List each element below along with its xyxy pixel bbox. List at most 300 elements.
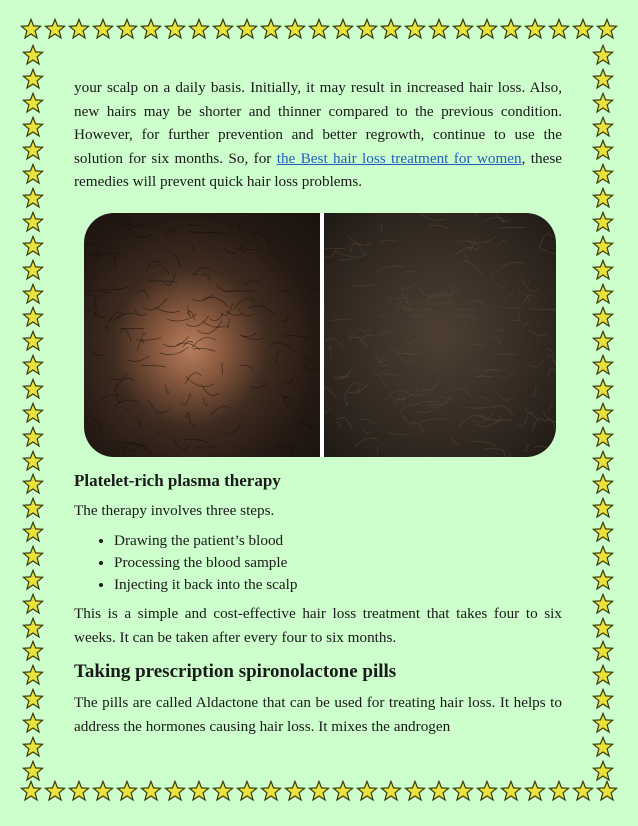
hair-strand: [453, 315, 478, 319]
hair-strand: [329, 346, 332, 358]
page-content: [74, 76, 562, 738]
star-icon: [22, 760, 44, 782]
hair-strand: [359, 419, 375, 424]
star-icon: [20, 18, 42, 40]
hair-strand: [387, 432, 410, 435]
star-icon: [356, 18, 378, 40]
star-icon: [592, 306, 614, 328]
hair-strand: [228, 213, 250, 217]
hair-strand: [352, 284, 377, 286]
hair-strand: [495, 326, 506, 330]
hair-strand: [410, 422, 424, 433]
hair-strand: [493, 405, 513, 417]
star-icon: [22, 664, 44, 686]
hair-strand: [470, 441, 495, 446]
hair-strand: [332, 319, 351, 320]
star-icon: [500, 18, 522, 40]
list-item: • Processing the blood sample: [114, 552, 562, 574]
hair-strand: [349, 337, 368, 348]
hair-strand: [324, 308, 326, 319]
star-icon: [592, 497, 614, 519]
hair-strand: [108, 312, 123, 324]
hair-strand: [451, 436, 461, 444]
hair-strand: [155, 307, 179, 312]
hair-strand: [243, 280, 261, 284]
hair-strand: [186, 315, 209, 326]
hair-strand: [185, 415, 188, 417]
hair-strand: [427, 225, 448, 229]
star-icon: [332, 780, 354, 802]
intro-text-after-link: , these remedies will prevent quick hair loss problems.: [74, 149, 562, 190]
hair-strand: [312, 400, 320, 407]
hair-strand: [84, 294, 99, 299]
star-icon: [592, 473, 614, 495]
star-icon: [356, 780, 378, 802]
hair-strand: [139, 421, 141, 428]
hair-strand: [404, 339, 416, 343]
hair-strand: [426, 309, 429, 313]
star-icon: [596, 780, 618, 802]
star-icon: [524, 780, 546, 802]
star-icon: [548, 780, 570, 802]
star-icon: [284, 18, 306, 40]
hair-strand: [85, 445, 92, 452]
star-icon: [592, 259, 614, 281]
hair-strand: [351, 243, 365, 255]
hair-strands-left: [84, 213, 320, 457]
hair-strand: [250, 233, 270, 246]
hair-strand: [250, 382, 268, 388]
star-icon: [476, 780, 498, 802]
hair-strand: [282, 314, 289, 322]
hair-strand: [407, 350, 425, 354]
star-icon: [260, 780, 282, 802]
hair-strand: [396, 307, 417, 318]
star-icon: [44, 780, 66, 802]
hair-strand: [239, 365, 253, 369]
hair-strand: [201, 384, 218, 395]
star-icon: [22, 44, 44, 66]
star-icon: [236, 780, 258, 802]
star-icon: [22, 235, 44, 257]
hair-strand: [156, 431, 162, 434]
hair-strand: [535, 445, 553, 453]
hair-strand: [387, 297, 392, 300]
hair-strand: [84, 243, 103, 248]
star-icon: [308, 18, 330, 40]
hair-strand: [160, 347, 189, 355]
hair-strand: [123, 213, 143, 226]
hair-strand: [192, 446, 215, 448]
hair-strand: [477, 396, 490, 401]
hair-strand: [113, 313, 140, 321]
star-icon: [92, 18, 114, 40]
hair-strand: [192, 425, 197, 426]
hair-strand: [466, 340, 485, 344]
hair-strand: [517, 414, 528, 426]
hair-strand: [173, 254, 180, 266]
hair-strand: [142, 298, 167, 309]
star-icon: [22, 139, 44, 161]
hair-strand: [94, 394, 123, 404]
list-item: • Drawing the patient’s blood: [114, 530, 562, 552]
hair-strand: [84, 268, 87, 273]
hair-strand: [113, 256, 116, 267]
hair-strand: [505, 294, 512, 300]
star-icon: [22, 92, 44, 114]
spironolactone-body: The pills are called Aldactone that can be used for treating hair loss. It helps to address the hormones causing hair loss. It mixes the androgen: [74, 694, 562, 735]
hair-strand: [363, 429, 372, 432]
hair-strand: [95, 313, 106, 317]
hair-strand: [192, 246, 193, 251]
hair-strand: [222, 363, 223, 374]
star-icon: [592, 736, 614, 758]
hair-strand: [467, 406, 495, 408]
hair-strand: [408, 314, 431, 322]
star-icon: [22, 473, 44, 495]
hair-strand: [494, 388, 514, 400]
star-icon: [452, 780, 474, 802]
star-icon: [140, 780, 162, 802]
hair-strand: [347, 234, 372, 244]
star-icon: [592, 378, 614, 400]
star-icon: [592, 116, 614, 138]
hair-strand: [430, 307, 431, 310]
hair-strand: [324, 407, 331, 418]
hair-strand: [355, 438, 379, 447]
star-icon: [20, 780, 42, 802]
star-icon: [592, 688, 614, 710]
hair-strand: [325, 338, 343, 347]
hair-strand: [379, 240, 396, 242]
star-icon: [592, 569, 614, 591]
star-icon: [572, 780, 594, 802]
hair-strand: [525, 407, 532, 413]
hair-strand: [366, 329, 391, 335]
hair-strand: [324, 226, 326, 227]
hair-strand: [380, 363, 390, 365]
hair-strand: [512, 320, 520, 321]
list-item: • Injecting it back into the scalp: [114, 574, 562, 596]
hair-strand: [148, 280, 178, 281]
hair-strand: [270, 342, 295, 351]
star-icon: [592, 139, 614, 161]
hair-strand: [465, 300, 489, 308]
hair-strand: [453, 309, 477, 312]
star-icon: [404, 18, 426, 40]
hair-strand: [213, 454, 221, 456]
star-icon: [116, 18, 138, 40]
hair-strand: [550, 213, 556, 215]
star-icon: [212, 780, 234, 802]
hair-strand: [206, 232, 231, 237]
star-icon: [592, 283, 614, 305]
hair-strand: [324, 249, 336, 257]
hair-strand: [402, 414, 415, 422]
hair-strand: [136, 219, 162, 225]
hair-strand: [227, 318, 229, 328]
hair-strand: [194, 267, 211, 274]
hair-strand: [372, 374, 385, 387]
star-icon: [22, 378, 44, 400]
star-icon: [592, 163, 614, 185]
hair-strand: [324, 386, 336, 398]
star-icon: [22, 521, 44, 543]
hair-strand: [376, 265, 406, 271]
prp-steps-list: [74, 530, 562, 596]
hair-strand: [271, 254, 280, 256]
hair-strand: [276, 350, 278, 362]
star-icon: [428, 780, 450, 802]
hair-strand: [127, 355, 149, 361]
star-icon: [332, 18, 354, 40]
hair-strand: [497, 262, 526, 271]
hair-strand: [548, 367, 555, 376]
hair-strands-right: [324, 213, 556, 457]
star-icon: [22, 688, 44, 710]
hair-strand: [355, 326, 372, 338]
star-icon: [22, 283, 44, 305]
border-top: [20, 18, 618, 42]
hair-strand: [540, 233, 553, 246]
star-icon: [592, 521, 614, 543]
star-icon: [592, 640, 614, 662]
star-icon: [548, 18, 570, 40]
hair-strand: [537, 215, 551, 216]
star-icon: [592, 593, 614, 615]
star-icon: [592, 426, 614, 448]
hair-strand: [165, 384, 169, 392]
hair-strand: [234, 298, 254, 309]
hair-strand: [146, 260, 161, 270]
star-icon: [284, 780, 306, 802]
hair-strand: [543, 409, 556, 421]
star-icon: [592, 187, 614, 209]
before-hair-photo: [84, 213, 320, 457]
hair-strand: [522, 278, 538, 290]
hair-strand: [225, 223, 231, 233]
star-icon: [22, 306, 44, 328]
star-icon: [22, 736, 44, 758]
section-heading-prp: Platelet-rich plasma therapy: [74, 470, 281, 490]
hair-strand: [121, 446, 124, 453]
hair-strand: [203, 398, 208, 405]
star-icon: [68, 18, 90, 40]
star-icon: [380, 780, 402, 802]
hair-strand: [308, 287, 320, 291]
prp-body: This is a simple and cost-effective hair loss treatment that takes four to six weeks. It can be taken after every four to six months.: [74, 605, 562, 646]
hair-strand: [509, 451, 525, 456]
hair-strand: [401, 285, 407, 298]
star-icon: [308, 780, 330, 802]
star-icon: [592, 68, 614, 90]
hair-strand: [415, 401, 440, 403]
star-icon: [188, 18, 210, 40]
hair-strand: [164, 273, 175, 284]
star-icon: [592, 545, 614, 567]
star-icon: [592, 712, 614, 734]
hair-strand: [91, 350, 103, 355]
hair-strand: [498, 227, 526, 228]
hair-strand: [395, 297, 406, 298]
hair-strand: [204, 215, 215, 219]
hair-strand: [141, 365, 166, 366]
hair-strand: [491, 337, 502, 346]
best-treatment-link[interactable]: the Best hair loss treatment for women: [276, 149, 522, 167]
hair-strand: [187, 412, 191, 423]
hair-strand: [345, 392, 347, 405]
hair-strand: [377, 447, 378, 454]
hair-strand: [154, 265, 169, 274]
star-icon: [22, 211, 44, 233]
hair-strand: [301, 364, 318, 370]
hair-strand: [279, 394, 281, 395]
hair-strand: [529, 359, 544, 367]
hair-strand: [380, 372, 403, 375]
star-icon: [22, 617, 44, 639]
hair-strand: [492, 274, 493, 277]
star-icon: [592, 354, 614, 376]
star-icon: [22, 545, 44, 567]
hair-strand: [426, 303, 453, 304]
hair-strand: [167, 314, 196, 321]
star-icon: [22, 163, 44, 185]
hair-strand: [411, 299, 419, 303]
star-icon: [500, 780, 522, 802]
hair-strand: [438, 394, 455, 398]
hair-strand: [114, 400, 138, 406]
star-icon: [22, 426, 44, 448]
hair-strand: [181, 393, 191, 404]
hair-strand: [283, 335, 311, 338]
star-icon: [22, 450, 44, 472]
border-bottom: [20, 780, 618, 804]
hair-strand: [136, 337, 161, 340]
hair-strand: [528, 330, 547, 335]
hair-strand: [378, 315, 385, 316]
star-icon: [22, 712, 44, 734]
hair-strand: [337, 417, 352, 429]
border-right: [592, 44, 616, 782]
hair-strand: [525, 443, 529, 451]
hair-strand: [138, 289, 149, 298]
hair-strand: [148, 400, 170, 412]
star-icon: [592, 235, 614, 257]
star-icon: [428, 18, 450, 40]
hair-strand: [357, 384, 366, 394]
hair-strand: [188, 305, 190, 316]
star-icon: [22, 497, 44, 519]
star-icon: [22, 569, 44, 591]
hair-strand: [99, 213, 124, 222]
hair-strand: [518, 311, 528, 324]
hair-strand: [100, 287, 128, 290]
hair-strand: [484, 448, 505, 450]
star-icon: [164, 18, 186, 40]
hair-strand: [87, 298, 96, 311]
hair-strand: [496, 240, 507, 248]
star-icon: [476, 18, 498, 40]
star-icon: [596, 18, 618, 40]
hair-strand: [555, 221, 556, 229]
after-hair-photo: [324, 213, 556, 457]
hair-strand: [141, 332, 145, 340]
star-icon: [92, 780, 114, 802]
star-icon: [164, 780, 186, 802]
hair-strand: [279, 290, 294, 297]
hair-strand: [553, 359, 555, 365]
hair-strand: [135, 309, 146, 315]
hair-strand: [249, 305, 274, 313]
star-icon: [236, 18, 258, 40]
star-icon: [592, 330, 614, 352]
hair-strand: [407, 296, 413, 308]
star-icon: [212, 18, 234, 40]
star-icon: [22, 116, 44, 138]
hair-strand: [210, 313, 223, 321]
hair-strand: [549, 404, 553, 410]
hair-strand: [400, 454, 428, 456]
hair-strand: [457, 261, 482, 274]
star-icon: [22, 68, 44, 90]
star-icon: [592, 760, 614, 782]
hair-strand: [499, 371, 513, 377]
hair-strand: [224, 425, 240, 434]
star-icon: [452, 18, 474, 40]
star-icon: [22, 640, 44, 662]
intro-paragraph: [74, 76, 562, 194]
hair-strand: [539, 246, 556, 253]
hair-strand: [281, 395, 292, 398]
hair-strand: [336, 422, 340, 426]
border-left: [22, 44, 46, 782]
star-icon: [68, 780, 90, 802]
star-icon: [22, 330, 44, 352]
hair-strand: [286, 376, 295, 382]
hair-strand: [528, 280, 530, 283]
star-icon: [524, 18, 546, 40]
section-heading-spironolactone: Taking prescription spironolactone pills: [74, 661, 397, 682]
hair-strand: [461, 213, 477, 215]
star-icon: [592, 617, 614, 639]
hair-strand: [453, 284, 454, 296]
hair-strand: [124, 407, 128, 409]
star-icon: [404, 780, 426, 802]
hair-strand: [420, 213, 447, 220]
hair-strand: [493, 353, 516, 354]
star-icon: [22, 593, 44, 615]
hair-strand: [420, 390, 427, 391]
hair-strand: [419, 418, 449, 422]
hair-strand: [324, 285, 325, 288]
hair-strand: [381, 224, 382, 233]
hair-strand: [532, 385, 536, 396]
star-icon: [592, 450, 614, 472]
star-icon: [22, 187, 44, 209]
hair-strand: [498, 306, 524, 308]
star-icon: [592, 402, 614, 424]
star-icon: [260, 18, 282, 40]
star-icon: [592, 44, 614, 66]
hair-strand: [529, 308, 556, 310]
hair-strand: [210, 213, 239, 215]
star-icon: [572, 18, 594, 40]
hair-strand: [120, 329, 131, 342]
hair-strand: [201, 273, 210, 280]
hair-strand: [203, 321, 226, 327]
hair-strand: [104, 326, 109, 333]
hair-strand: [137, 340, 144, 350]
